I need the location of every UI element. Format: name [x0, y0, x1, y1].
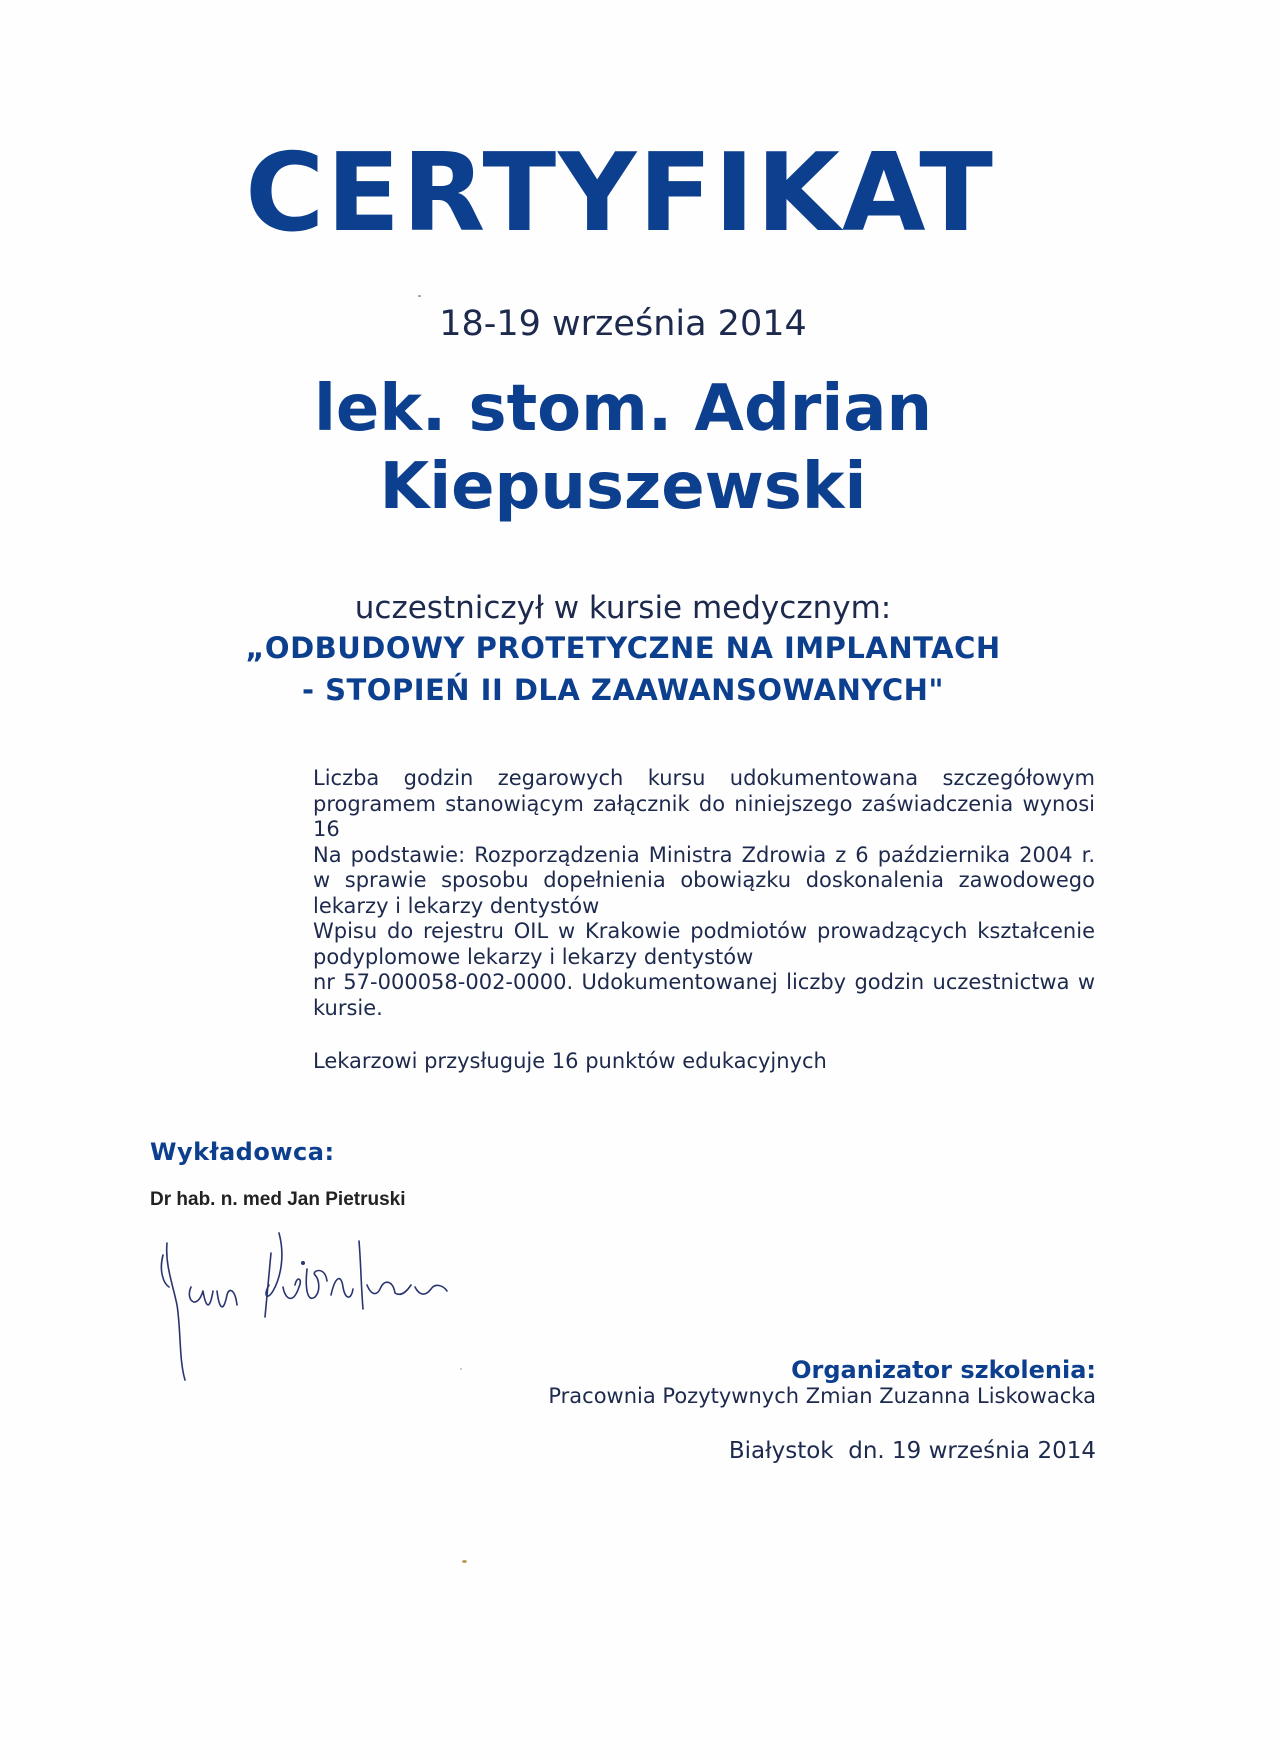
details-paragraph-registry-number: nr 57-000058-002-0000. Udokumentowanej liczby godzin uczestnictwa w kursie. — [313, 970, 1095, 1020]
lecturer-signature — [155, 1225, 475, 1385]
recipient-name-line-1: lek. stom. Adrian — [313, 372, 933, 446]
certificate-title: CERTYFIKAT — [245, 131, 995, 256]
recipient-name-line-2: Kiepuszewski — [379, 450, 867, 524]
lecturer-heading: Wykładowca: — [150, 1138, 335, 1166]
scan-speck — [460, 1368, 462, 1370]
organizer-name: Pracownia Pozytywnych Zmian Zuzanna Liskowacka — [548, 1384, 1096, 1408]
lecturer-name: Dr hab. n. med Jan Pietruski — [150, 1189, 406, 1210]
course-title-line-1: „ODBUDOWY PROTETYCZNE NA IMPLANTACH — [245, 631, 1001, 665]
participation-statement: uczestniczył w kursie medycznym: — [354, 590, 892, 626]
course-title-line-2: - STOPIEŃ II DLA ZAAWANSOWANYCH" — [301, 673, 945, 707]
organizer-heading: Organizator szkolenia: — [791, 1356, 1096, 1384]
education-points: Lekarzowi przysługuje 16 punktów edukacyjnych — [313, 1049, 827, 1073]
scan-speck — [462, 1560, 467, 1563]
details-paragraph-registry: Wpisu do rejestru OIL w Krakowie podmiotów prowadzących kształcenie podyplomowe lekarzy i lekarzy dentystów — [313, 919, 1095, 969]
details-paragraph-legal-basis: Na podstawie: Rozporządzenia Ministra Zdrowia z 6 października 2004 r. w sprawie sposobu dopełnienia obowiązku doskonalenia zawodowego lekarzy i lekarzy dentystów — [313, 842, 1095, 918]
details-paragraph-hours: Liczba godzin zegarowych kursu udokumentowana szczegółowym programem stanowiącym załącznik do niniejszego zaświadczenia wynosi 16 — [313, 766, 1095, 841]
course-date-range: 18-19 września 2014 — [439, 304, 807, 344]
issue-place-date: Białystok dn. 19 września 2014 — [728, 1438, 1096, 1464]
course-title — [0, 627, 1246, 711]
recipient-name — [0, 370, 1246, 526]
scan-speck — [418, 295, 421, 297]
course-details — [313, 766, 1095, 1021]
